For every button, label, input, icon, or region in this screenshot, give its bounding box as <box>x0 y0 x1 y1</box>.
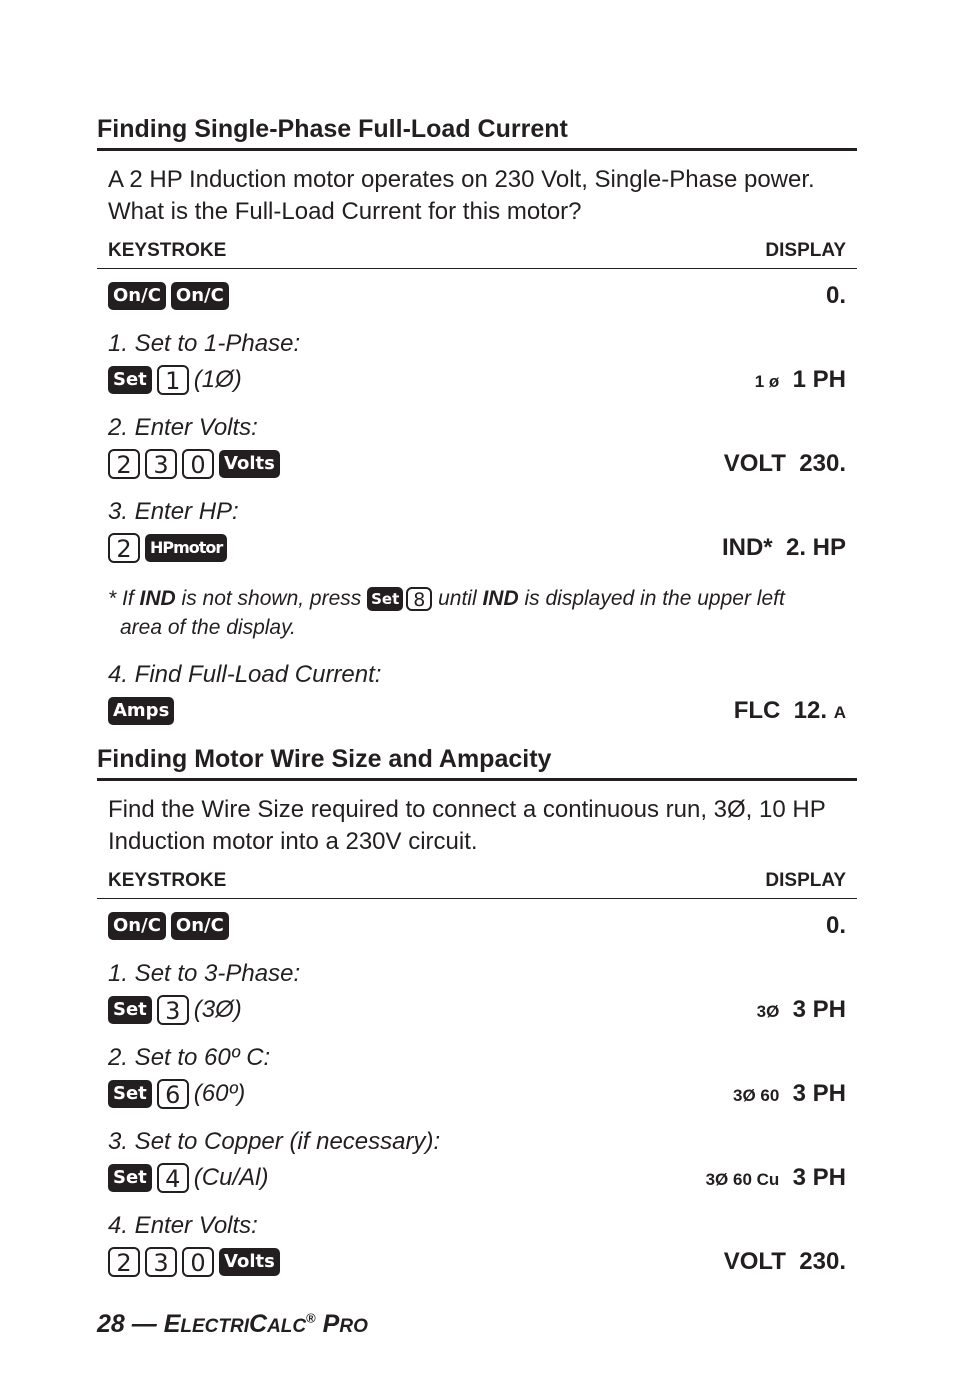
digit-key: 4 <box>157 1163 189 1193</box>
section2-step4-label: 4. Enter Volts: <box>108 1212 258 1239</box>
section1-step3-display: IND* 2. HP <box>721 534 846 561</box>
note-text: is displayed in the upper left <box>518 587 785 610</box>
section1-step1-label: 1. Set to 1-Phase: <box>108 330 301 357</box>
volts-key: Volts <box>219 450 280 478</box>
section1-title-rule <box>97 148 857 151</box>
section2-onc-display: 0. <box>825 912 846 939</box>
set-key: Set <box>367 587 403 611</box>
onc-key: On/C <box>171 282 229 310</box>
step1-note: (1Ø) <box>193 366 242 393</box>
section1-step4-label: 4. Find Full-Load Current: <box>108 661 382 688</box>
ind-footnote <box>108 584 853 642</box>
display-value: 3 PH <box>792 996 846 1023</box>
digit-key: 2 <box>108 449 140 479</box>
display-value: 1 PH <box>792 366 846 393</box>
section2-intro-line2: Induction motor into a 230V circuit. <box>108 828 478 855</box>
footer-brand-part: LECTRI <box>180 1316 249 1337</box>
section1-step1-keys <box>108 364 242 396</box>
step2-note: (60º) <box>193 1080 246 1107</box>
note-keys <box>367 587 432 611</box>
onc-key: On/C <box>108 912 166 940</box>
digit-key: 2 <box>108 533 140 563</box>
note-prefix: * If <box>108 587 140 610</box>
digit-key: 3 <box>157 995 189 1025</box>
section2-step4-keys <box>108 1246 280 1278</box>
page-number: 28 — <box>97 1310 164 1338</box>
display-annunciator: 1 ø <box>754 372 780 391</box>
section2-step2-keys <box>108 1078 245 1110</box>
note-text: until <box>432 587 483 610</box>
section1-step2-keys <box>108 448 280 480</box>
section2-title: Finding Motor Wire Size and Ampacity <box>97 745 552 773</box>
page-footer <box>97 1310 368 1339</box>
footer-brand-part: E <box>163 1310 181 1338</box>
display-annunciator: 3Ø 60 <box>732 1086 780 1105</box>
display-annunciator: 3Ø <box>756 1002 780 1021</box>
section2-step2-display <box>733 1080 846 1108</box>
section2-step4-display: VOLT 230. <box>723 1248 846 1275</box>
amps-key: Amps <box>108 697 174 725</box>
section2-step3-keys <box>108 1162 268 1194</box>
display-unit: A <box>833 703 846 722</box>
section1-onc-display: 0. <box>825 282 846 309</box>
step3-note: (Cu/Al) <box>193 1164 269 1191</box>
set-key: Set <box>108 1164 152 1192</box>
onc-key: On/C <box>171 912 229 940</box>
note-line2: area of the display. <box>120 616 296 639</box>
note-text: is not shown, press <box>175 587 368 610</box>
section1-onc-keys <box>108 280 229 312</box>
section2-step1-label: 1. Set to 3-Phase: <box>108 960 301 987</box>
digit-key: 3 <box>145 1247 177 1277</box>
footer-brand-part: ALC <box>267 1316 307 1337</box>
section2-onc-keys <box>108 910 229 942</box>
section2-intro <box>108 794 853 858</box>
section1-step4-keys <box>108 695 174 727</box>
section2-step3-display <box>706 1164 846 1192</box>
display-value: 3 PH <box>792 1164 846 1191</box>
footer-brand-part: C <box>249 1310 268 1338</box>
step1-note: (3Ø) <box>193 996 242 1023</box>
digit-key: 3 <box>145 449 177 479</box>
section1-step2-display: VOLT 230. <box>723 450 846 477</box>
section1-step4-display <box>734 697 846 725</box>
digit-key: 1 <box>157 365 189 395</box>
section1-header-rule <box>97 268 857 269</box>
digit-key: 0 <box>182 449 214 479</box>
set-key: Set <box>108 366 152 394</box>
digit-key: 8 <box>406 587 432 611</box>
section2-intro-line1: Find the Wire Size required to connect a continuous run, 3Ø, 10 HP <box>108 796 826 823</box>
section1-col-keystroke: KEYSTROKE <box>108 240 227 261</box>
footer-brand-part: P <box>315 1310 340 1338</box>
registered-mark: ® <box>306 1310 316 1326</box>
section2-title-rule <box>97 778 857 781</box>
onc-key: On/C <box>108 282 166 310</box>
section1-intro-line2: What is the Full-Load Current for this motor? <box>108 198 582 225</box>
set-key: Set <box>108 996 152 1024</box>
set-key: Set <box>108 1080 152 1108</box>
footer-brand-part: RO <box>339 1316 368 1337</box>
section1-title: Finding Single-Phase Full-Load Current <box>97 115 568 143</box>
hpmotor-key: HPmotor <box>145 534 227 562</box>
section1-step3-keys <box>108 532 227 564</box>
display-value: FLC 12. <box>733 697 828 724</box>
section2-header-rule <box>97 898 857 899</box>
digit-key: 0 <box>182 1247 214 1277</box>
display-annunciator: 3Ø 60 Cu <box>705 1170 780 1189</box>
volts-key: Volts <box>219 1248 280 1276</box>
display-value: 3 PH <box>792 1080 846 1107</box>
section1-step1-display <box>755 366 846 394</box>
section1-step2-label: 2. Enter Volts: <box>108 414 258 441</box>
note-ind: IND <box>139 587 176 610</box>
digit-key: 6 <box>157 1079 189 1109</box>
section1-col-display: DISPLAY <box>765 240 846 261</box>
section1-intro <box>108 164 853 228</box>
section1-step3-label: 3. Enter HP: <box>108 498 239 525</box>
manual-page <box>97 0 857 1382</box>
note-ind: IND <box>482 587 519 610</box>
section2-col-keystroke: KEYSTROKE <box>108 870 227 891</box>
section2-step3-label: 3. Set to Copper (if necessary): <box>108 1128 441 1155</box>
section1-intro-line1: A 2 HP Induction motor operates on 230 Volt, Single-Phase power. <box>108 166 815 193</box>
section2-step1-keys <box>108 994 242 1026</box>
section2-step1-display <box>757 996 846 1024</box>
section2-step2-label: 2. Set to 60º C: <box>108 1044 271 1071</box>
digit-key: 2 <box>108 1247 140 1277</box>
section2-col-display: DISPLAY <box>765 870 846 891</box>
